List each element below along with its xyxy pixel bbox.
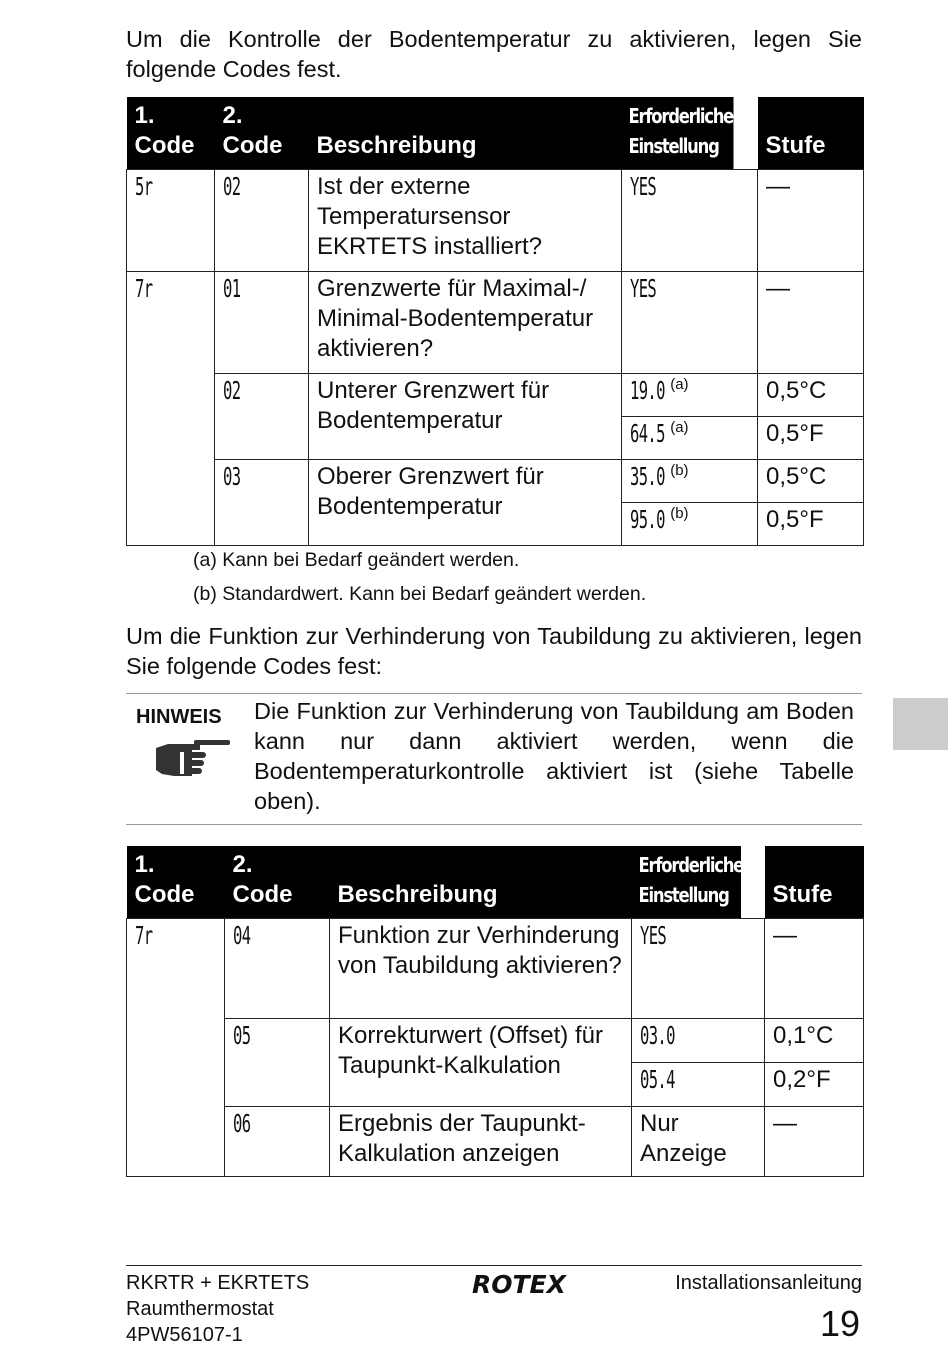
footer-document-type: Installationsanleitung [675,1272,862,1294]
intro-paragraph-floor-temp: Um die Kontrolle der Bodentemperatur zu aktivieren, legen Sie folgende Codes fest. [126,26,862,82]
pointing-hand-icon [154,736,232,787]
code1-cell: 7r [127,272,215,546]
footnote-marker: (b) [670,462,689,479]
footnote-marker: (a) [670,376,689,393]
table-row [127,170,864,272]
step-cell: — [758,272,864,374]
description-cell: Funktion zur Verhinderung von Taubildung aktivieren? [330,919,632,1019]
code1-cell: 5r [127,170,215,272]
setting-cell: 64.5 $^{(a)}$ [622,417,758,460]
code2-cell: 04 [225,919,330,1019]
footer-document-number: 4PW56107-1 [126,1324,243,1346]
page-number: 19 [819,1303,860,1344]
code2-cell: 02 [215,374,309,460]
code2-cell: 02 [215,170,309,272]
hinweis-label: HINWEIS [136,706,222,728]
table-row [127,460,864,503]
hinweis-text: Die Funktion zur Verhinderung von Taubildung am Boden kann nur dann aktiviert werden, wenn die Bodentemperaturkontrolle aktiviert ist (siehe Tabelle oben). [254,698,854,814]
table-row [127,272,864,374]
setting-cell: YES [622,272,758,374]
setting-cell: Nur Anzeige [632,1107,765,1177]
chapter-tab-marker [893,698,948,750]
step-cell: 0,5°C [758,460,864,503]
setting-cell: 95.0 $^{(b)}$ [622,503,758,546]
step-cell: — [765,919,864,1019]
footnote-b: (b) Standardwert. Kann bei Bedarf geändert werden. [193,583,647,605]
step-cell: 0,5°C [758,374,864,417]
description-cell: Unterer Grenzwert für Bodentemperatur [309,374,622,460]
description-cell: Grenzwerte für Maximal-/ Minimal-Bodentemperatur aktivieren? [309,272,622,374]
setting-cell: 03.0 [632,1019,765,1063]
table-header-row [127,97,864,170]
table-row [127,919,864,1019]
footnote-marker: (b) [670,505,689,522]
footer-product-info [126,1270,309,1348]
header-description: Beschreibung [330,846,632,919]
header-code1: 1. Code [127,846,225,919]
code2-cell: 05 [225,1019,330,1107]
setting-cell: YES [622,170,758,272]
code2-cell: 03 [215,460,309,546]
description-cell: Ist der externe Temperatursensor EKRTETS installiert? [309,170,622,272]
step-cell: — [765,1107,864,1177]
table-header-row [127,846,864,919]
header-code2: 2. Code [215,97,309,170]
footer-product-name: RKRTR + EKRTETS [126,1272,310,1294]
step-cell: 0,1°C [765,1019,864,1063]
header-step: Stufe [758,97,864,170]
rotex-logo: ROTEX [472,1270,566,1299]
header-required-setting: Erforderliche Einstellung [632,846,741,919]
table-row [127,374,864,417]
setting-cell: 35.0 $^{(b)}$ [622,460,758,503]
footer-divider [126,1265,862,1266]
hinweis-note [126,693,862,825]
footer-product-type: Raumthermostat [126,1298,274,1320]
setting-cell: 19.0 $^{(a)}$ [622,374,758,417]
step-cell: 0,5°F [758,417,864,460]
floor-temperature-codes-table [126,97,864,546]
description-cell: Korrekturwert (Offset) für Taupunkt-Kalkulation [330,1019,632,1107]
description-cell: Ergebnis der Taupunkt-Kalkulation anzeigen [330,1107,632,1177]
step-cell: 0,2°F [765,1063,864,1107]
header-step: Stufe [765,846,864,919]
header-required-setting: Erforderliche Einstellung [622,97,734,170]
code1-cell: 7r [127,919,225,1177]
table-row [127,1107,864,1177]
header-description: Beschreibung [309,97,622,170]
setting-cell: 05.4 [632,1063,765,1107]
step-cell: — [758,170,864,272]
description-cell: Oberer Grenzwert für Bodentemperatur [309,460,622,546]
code2-cell: 06 [225,1107,330,1177]
header-code2: 2. Code [225,846,330,919]
code2-cell: 01 [215,272,309,374]
setting-cell: YES [632,919,765,1019]
table-row [127,1019,864,1063]
step-cell: 0,5°F [758,503,864,546]
footnote-a: (a) Kann bei Bedarf geändert werden. [193,549,520,571]
intro-paragraph-dew: Um die Funktion zur Verhinderung von Taubildung zu aktivieren, legen Sie folgende Codes fest: [126,623,862,679]
footnote-marker: (a) [670,419,689,436]
header-code1: 1. Code [127,97,215,170]
dew-prevention-codes-table [126,846,864,1177]
